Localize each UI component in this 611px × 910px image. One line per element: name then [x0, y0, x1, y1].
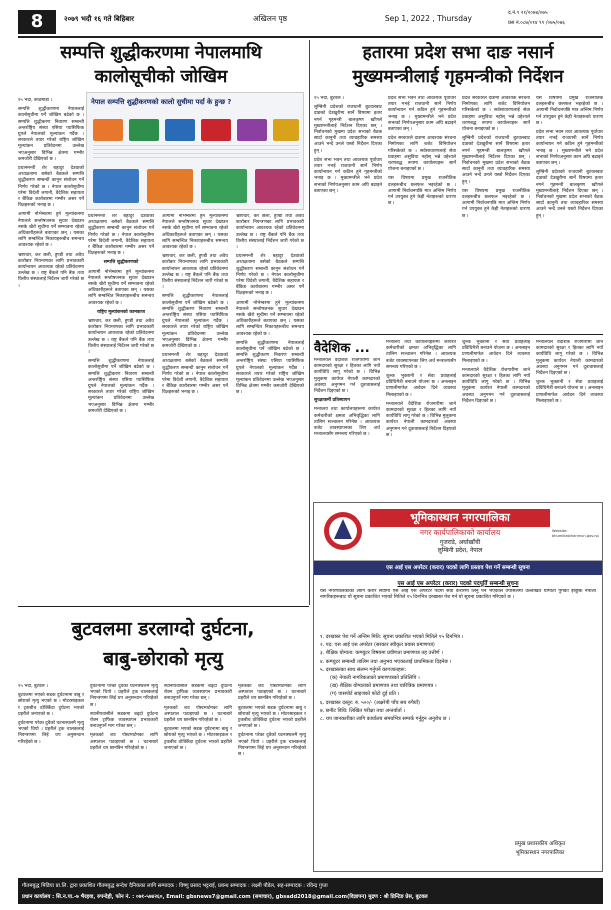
a4-column-4	[238, 684, 306, 872]
a2-column-4	[536, 96, 603, 331]
footer-line2: प्रधान कार्यालय : सि.न.पा.-७ भैरहवा, रुपन्देही, फोन नं. : ०७१-५७४२६०, Email: gbsnews7@gmail.com (समाचार), gbsadd2018@gmail.com(विज्ञापन) मुद्रण : श्री प्रिन्टिङ प्रेस, बुटवल	[22, 894, 428, 900]
a1-subhead: सम्पत्ति शुद्धीकरणको	[103, 260, 139, 266]
notice-list-item: २. पद: एस आई एस अपरेटर (सरकार स्वीकृत प्रयास प्रमाणपत्र)	[320, 642, 435, 649]
graphic-tile-icon	[201, 169, 247, 203]
page-number: 8	[18, 10, 56, 34]
a3-headline: वैदेशिक ...	[314, 341, 370, 356]
a2-column-3	[462, 96, 530, 331]
graphic-tile-icon	[129, 119, 159, 141]
a1-col3-para-4: प्रधानमन्त्री शेर बहादुर देउवाको अध्यक्षतामा बसेको बैठकले सम्पत्ति शुद्धीकरण सम्बन्धी कानुन संशोधन गर्ने निर्णय गरेको छ । नेपाल कालोसूचीमा परेमा विदेशी लगानी, वैदेशिक सहायता र बैंकिङ कारोबारमा गम्भीर असर पर्ने विज्ञहरूको भनाइ छ ।	[162, 353, 228, 396]
a3-para-1: मन्त्रालयले वैदेशिक रोजगारीमा जाने कामदारको सुरक्षा र हितका लागि नयाँ कार्यविधि लागू गरेको छ । विभिन्न मुलुकमा कार्यरत नेपाली कामदारको अवस्था अनुगमन गर्न दूतावासलाई निर्देशन दिइएको छ ।	[314, 358, 380, 395]
a3-column-2	[386, 340, 456, 498]
a1-column-4	[236, 214, 304, 599]
graphic-tile-icon	[273, 119, 299, 141]
header-reg-line1: द.नं.९ २१/२०७४/०७५	[508, 10, 548, 16]
a1-col2-para-3: भ्रष्टाचार, कर छली, हुण्डी तथा अवैध कारोबार नियन्त्रणका लागि प्रभावकारी कार्यान्वयन आवश्यक रहेको प्रतिवेदनमा उल्लेख छ । राष्ट्र बैंकले पनि बैंक तथा वित्तीय संस्थालाई निर्देशन जारी गरेको छ ।	[88, 319, 154, 356]
notice-list-item: ७. छनौट विधि: लिखित परीक्षा तथा अन्तर्वार्ता ।	[320, 707, 406, 714]
a1-col4-para-2: प्रधानमन्त्री शेर बहादुर देउवाको अध्यक्षतामा बसेको बैठकले सम्पत्ति शुद्धीकरण सम्बन्धी कानुन संशोधन गर्ने निर्णय गरेको छ । नेपाल कालोसूचीमा परेमा विदेशी लगानी, वैदेशिक सहायता र बैंकिङ कारोबारमा गम्भीर असर पर्ने विज्ञहरूको भनाइ छ ।	[236, 254, 304, 297]
a4-col4-para-2: बुटवलमा भएको सडक दुर्घटनामा बाबु र छोराको मृत्यु भएको छ । मोटरसाइकल र ट्रकबीच ठोक्किँदा दुर्घटना भएको प्रहरीले जनाएको छ ।	[238, 705, 306, 730]
a4-headline-line1: बुटवलमा डरलाग्दो दुर्घटना,	[71, 618, 255, 640]
a2-col2-para-3: यस विषयमा प्रमुख राजनीतिक दलहरूबीच छलफल भइरहेको छ । आगामी निर्वाचनपछि मात्र अन्तिम निर्णय गर्न उपयुक्त हुने केही नेताहरूको धारणा छ ।	[388, 176, 456, 207]
a4-col2-para-3: मृतकको शव पोस्टमार्टमका लागि अस्पताल पठाइएको छ । घटनाबारे प्रहरीले थप छानबिन गरिरहेको छ ।	[90, 733, 158, 751]
a3-subhead: सुरक्षाकर्मी प्रतिस्थापन	[314, 398, 350, 404]
a1-headline-line1: सम्पत्ति शुद्धीकरणमा नेपालमाथि	[60, 43, 262, 63]
a1-graphic-icons	[93, 115, 299, 165]
a1-col3-para-1: आगामी नोभेम्बरमा हुने मूल्यांकनमा नेपालले सन्तोषजनक सुधार देखाउन नसके खैरो सूचीमा पर्ने सम्भावना रहेको अधिकारीहरूले बताएका छन् । यसका लागि सम्बन्धित निकायहरूबीच समन्वय आवश्यक रहेको छ ।	[162, 214, 228, 251]
graphic-tile-icon	[201, 119, 231, 141]
a1-col4-para-1: भ्रष्टाचार, कर छली, हुण्डी तथा अवैध कारोबार नियन्त्रणका लागि प्रभावकारी कार्यान्वयन आवश्यक रहेको प्रतिवेदनमा उल्लेख छ । राष्ट्र बैंकले पनि बैंक तथा वित्तीय संस्थालाई निर्देशन जारी गरेको छ ।	[236, 214, 304, 251]
a1-col2-para-2: आगामी नोभेम्बरमा हुने मूल्यांकनमा नेपालले सन्तोषजनक सुधार देखाउन नसके खैरो सूचीमा पर्ने सम्भावना रहेको अधिकारीहरूले बताएका छन् । यसका लागि सम्बन्धित निकायहरूबीच समन्वय आवश्यक रहेको छ ।	[88, 269, 154, 306]
a1-col3-para-2: भ्रष्टाचार, कर छली, हुण्डी तथा अवैध कारोबार नियन्त्रणका लागि प्रभावकारी कार्यान्वयन आवश्यक रहेको प्रतिवेदनमा उल्लेख छ । राष्ट्र बैंकले पनि बैंक तथा वित्तीय संस्थालाई निर्देशन जारी गरेको छ ।	[162, 254, 228, 291]
a1-column-2	[88, 214, 154, 599]
graphic-tile-icon	[165, 119, 195, 141]
notice-list-item: ३. शैक्षिक योग्यता: कम्प्युटर विषयमा प्रवीणता प्रमाणपत्र तह उत्तीर्ण ।	[320, 650, 444, 657]
a1-headline-line2: कालोसूचीको जोखिम	[94, 67, 228, 87]
a4-para-1: बुटवलमा भएको सडक दुर्घटनामा बाबु र छोराको मृत्यु भएको छ । मोटरसाइकल र ट्रकबीच ठोक्किँदा दुर्घटना भएको प्रहरीले जनाएको छ ।	[18, 693, 84, 717]
notice-box	[313, 502, 603, 872]
a2-col2-para-1: प्रदेश सभा भवन तथा आवश्यक पूर्वाधार तयार नभई राजधानी सार्ने निर्णय कार्यान्वयन गर्न कठिन हुने गृहमन्त्रीको भनाइ छ । मुख्यमन्त्रीले भने प्रदेश सभाको निर्णयअनुसार काम अघि बढाइने बताएका छन् ।	[388, 96, 456, 133]
footer-line1: गौतमबुद्ध मिडिया प्रा.लि. द्वारा प्रकाशित गौतमबुद्ध सन्देश दैनिकका लागि सम्पादक : विष्णु प्रसाद भट्टराई, प्रबन्ध सम्पादक : लक्ष्मी पौडेल, सह-सम्पादक : रविन्द्र गुप्ता	[22, 883, 328, 889]
a2-col3-para-2: लुम्बिनी प्रदेशको राजधानी बुटवलबाट दाङको देउखुरीमा सार्ने विषयमा हतार नगर्न गृहमन्त्री बालकृष्ण खाँणले मुख्यमन्त्रीलाई निर्देशन दिएका छन् । निर्वाचनको मुखमा प्रदेश सभाको बैठक सार्दा कानुनी तथा व्यावहारिक समस्या आउने भन्दै उनले यस्तो निर्देशन दिएका हुन् ।	[462, 136, 530, 185]
a2-col3-para-3: यस विषयमा प्रमुख राजनीतिक दलहरूबीच छलफल भइरहेको छ । आगामी निर्वाचनपछि मात्र अन्तिम निर्णय गर्न उपयुक्त हुने केही नेताहरूको धारणा छ ।	[462, 188, 530, 219]
a3-column-1	[314, 358, 380, 498]
graphic-tile-icon	[255, 169, 299, 203]
notice-list-item: १. दरखास्त पेश गर्ने अन्तिम मिति: सूचना प्रकाशित भएको मितिले १५ दिनभित्र ।	[320, 634, 464, 640]
a1-col2-para-4: सम्पत्ति शुद्धीकरणमा नेपाललाई कालोसूचीमा पर्ने जोखिम बढेको छ । सम्पत्ति शुद्धीकरण निवारण सम्बन्धी अन्तर्राष्ट्रिय संस्था एसिया प्यासिफिक ग्रुपले नेपालको मूल्यांकन गर्दैछ । सरकारले तयार गरेको राष्ट्रिय जोखिम मूल्यांकन प्रतिवेदनमा उल्लेख भएअनुसार विभिन्न क्षेत्रमा गम्भीर कमजोरी देखिएको छ ।	[88, 359, 154, 414]
section-rule	[18, 606, 309, 607]
a4-headline-line2: बाबु-छोराको मृत्यु	[103, 648, 223, 670]
notice-list-item: (ग) पासपोर्ट साइजको फोटो दुई प्रति ।	[330, 691, 400, 698]
a1-col4-para-3: आगामी नोभेम्बरमा हुने मूल्यांकनमा नेपालले सन्तोषजनक सुधार देखाउन नसके खैरो सूचीमा पर्ने सम्भावना रहेको अधिकारीहरूले बताएका छन् । यसका लागि सम्बन्धित निकायहरूबीच समन्वय आवश्यक रहेको छ ।	[236, 300, 304, 337]
a1-graphic-bottom	[93, 169, 299, 205]
a2-headline-line2: मुख्यमन्त्रीलाई गृहमन्त्रीको निर्देशन	[352, 67, 564, 87]
notice-header	[314, 503, 602, 561]
header-date-english: Sep 1, 2022 , Thursday	[384, 14, 472, 23]
a1-para-1: सम्पत्ति शुद्धीकरणमा नेपाललाई कालोसूचीमा पर्ने जोखिम बढेको छ । सम्पत्ति शुद्धीकरण निवारण सम्बन्धी अन्तर्राष्ट्रिय संस्था एसिया प्यासिफिक ग्रुपले नेपालको मूल्यांकन गर्दैछ । सरकारले तयार गरेको राष्ट्रिय जोखिम मूल्यांकन प्रतिवेदनमा उल्लेख भएअनुसार विभिन्न क्षेत्रमा गम्भीर कमजोरी देखिएको छ ।	[18, 107, 84, 162]
a1-infographic	[86, 92, 304, 210]
a4-column-1	[18, 684, 84, 872]
a4-column-3	[164, 684, 232, 872]
a2-column-2	[388, 96, 456, 331]
section-rule	[313, 334, 603, 335]
a2-headline-line1: हतारमा प्रदेश सभा दाङ नसार्न	[362, 43, 554, 63]
a3-para-2: मन्त्रालय तथा कार्यालयहरूमा कार्यरत कर्मचारीको क्षमता अभिवृद्धिका लागि तालिम सञ्चालन गरिनेछ । आवश्यक बजेट व्यवस्थापनका लिए अर्थ मन्त्रालयसँग समन्वय गरिएको छ ।	[314, 407, 380, 438]
a1-para-3: आगामी नोभेम्बरमा हुने मूल्यांकनमा नेपालले सन्तोषजनक सुधार देखाउन नसके खैरो सूचीमा पर्ने सम्भावना रहेको अधिकारीहरूले बताएका छन् । यसका लागि सम्बन्धित निकायहरूबीच समन्वय आवश्यक रहेको छ ।	[18, 212, 84, 249]
notice-list-item: (क) नेपाली नागरिकताको प्रमाणपत्रको प्रतिलिपि ।	[330, 675, 420, 682]
a3-col2-para-2: शुल्क भुक्तानी र सेवा प्रवाहलाई प्रविधिमैत्री बनाउने योजना छ । अनलाइन प्रणालीमार्फत आवेदन दिने व्यवस्था मिलाइएको छ ।	[386, 374, 456, 398]
a1-para-4: भ्रष्टाचार, कर छली, हुण्डी तथा अवैध कारोबार नियन्त्रणका लागि प्रभावकारी कार्यान्वयन आवश्यक रहेको प्रतिवेदनमा उल्लेख छ । राष्ट्र बैंकले पनि बैंक तथा वित्तीय संस्थालाई निर्देशन जारी गरेको छ ।	[18, 252, 84, 289]
a4-col3-para-3: बुटवलमा भएको सडक दुर्घटनामा बाबु र छोराको मृत्यु भएको छ । मोटरसाइकल र ट्रकबीच ठोक्किँदा दुर्घटना भएको प्रहरीले जनाएको छ ।	[164, 727, 232, 751]
a2-para-2: प्रदेश सभा भवन तथा आवश्यक पूर्वाधार तयार नभई राजधानी सार्ने निर्णय कार्यान्वयन गर्न कठिन हुने गृहमन्त्रीको भनाइ छ । मुख्यमन्त्रीले भने प्रदेश सभाको निर्णयअनुसार काम अघि बढाइने बताएका छन् ।	[314, 157, 382, 194]
a2-col3-para-1: प्रदेश सरकारले दाङमा आवश्यक संरचना निर्माणका लागि बजेट विनियोजन गरिसकेको छ । सर्वसाधारणलाई सेवा प्रवाहमा असुविधा नहोस् भन्ने उद्देश्यले चरणबद्ध रूपमा कार्यालयहरू सार्ने योजना बनाइएको छ ।	[462, 96, 530, 133]
emblem-icon	[322, 509, 364, 553]
a3-col2-para-1: मन्त्रालय तथा कार्यालयहरूमा कार्यरत कर्मचारीको क्षमता अभिवृद्धिका लागि तालिम सञ्चालन गरिनेछ । आवश्यक बजेट व्यवस्थापनका लिए अर्थ मन्त्रालयसँग समन्वय गरिएको छ ।	[386, 340, 456, 370]
a3-col3-para-2: मन्त्रालयले वैदेशिक रोजगारीमा जाने कामदारको सुरक्षा र हितका लागि नयाँ कार्यविधि लागू गरेको छ । विभिन्न मुलुकमा कार्यरत नेपाली कामदारको अवस्था अनुगमन गर्न दूतावासलाई निर्देशन दिइएको छ ।	[462, 367, 530, 404]
a4-dateline: १५ भदौ, बुटवल ।	[18, 684, 48, 689]
a4-col2-para-1: दुर्घटनामा परेका दुवैको घटनास्थलमै मृत्यु भएको थियो । प्रहरीले ट्रक चालकलाई नियन्त्रणमा लिई थप अनुसन्धान गरिरहेको छ ।	[90, 684, 158, 708]
notice-list-item: ८. थप जानकारीका लागि कार्यालय समयभित्र सम्पर्क गर्नुहुन अनुरोध छ ।	[320, 716, 450, 723]
a1-para-2: प्रधानमन्त्री शेर बहादुर देउवाको अध्यक्षतामा बसेको बैठकले सम्पत्ति शुद्धीकरण सम्बन्धी कानुन संशोधन गर्ने निर्णय गरेको छ । नेपाल कालोसूचीमा परेमा विदेशी लगानी, वैदेशिक सहायता र बैंकिङ कारोबारमा गम्भीर असर पर्ने विज्ञहरूको भनाइ छ ।	[18, 166, 84, 209]
notice-address2: लुम्बिनी प्रदेश, नेपाल	[437, 547, 483, 554]
a4-column-2	[90, 684, 158, 872]
a1-subhead-2: राष्ट्रिय मूल्यांकनको कामकाज	[97, 309, 145, 315]
a3-col3-para-1: शुल्क भुक्तानी र सेवा प्रवाहलाई प्रविधिमैत्री बनाउने योजना छ । अनलाइन प्रणालीमार्फत आवेदन दिने व्यवस्था मिलाइएको छ ।	[462, 340, 530, 364]
notice-org-name: भूमिकास्थान नगरपालिका	[370, 509, 550, 527]
notice-list-item: ६. दरखास्त दस्तुर: रु. ५००/- (अक्षरेपी पाँच सय रुपैयाँ)	[320, 699, 420, 706]
header-date-nepali: २०७९ भदौ १६ गते बिहिबार	[64, 15, 134, 23]
a3-col2-para-3: मन्त्रालयले वैदेशिक रोजगारीमा जाने कामदारको सुरक्षा र हितका लागि नयाँ कार्यविधि लागू गरेको छ । विभिन्न मुलुकमा कार्यरत नेपाली कामदारको अवस्था अनुगमन गर्न दूतावासलाई निर्देशन दिइएको छ ।	[386, 401, 456, 438]
a2-dateline: १५ भदौ, बुटवल ।	[314, 96, 344, 101]
a1-column-1	[18, 98, 84, 596]
a4-col3-para-2: मृतकको शव पोस्टमार्टमका लागि अस्पताल पठाइएको छ । घटनाबारे प्रहरीले थप छानबिन गरिरहेको छ ।	[164, 705, 232, 724]
a1-col4-para-4: सम्पत्ति शुद्धीकरणमा नेपाललाई कालोसूचीमा पर्ने जोखिम बढेको छ । सम्पत्ति शुद्धीकरण निवारण सम्बन्धी अन्तर्राष्ट्रिय संस्था एसिया प्यासिफिक ग्रुपले नेपालको मूल्यांकन गर्दैछ । सरकारले तयार गरेको राष्ट्रिय जोखिम मूल्यांकन प्रतिवेदनमा उल्लेख भएअनुसार विभिन्न क्षेत्रमा गम्भीर कमजोरी देखिएको छ ।	[236, 340, 304, 396]
a1-column-3	[162, 214, 228, 599]
notice-banner: एस आई एस अपरेटर (करार) पदको लागि प्रस्ताव पेश गर्ने सम्बन्धी सूचना	[314, 561, 602, 575]
notice-intro: यस नगरपालिकाको लागि करार सेवामा एस आई एस अपरेटर पदमा सेवा करारमा लिनु पर्ने भएकाले तपसिलमा उल्लेखित योग्यता पुगेका इच्छुक नेपाली नागरिकहरूबाट यो सूचना प्रकाशित भएको मितिले १५ दिनभित्र दरखास्त पेश गर्न यो सूचना प्रकाशित गरिएको छ ।	[320, 589, 596, 601]
a3-col4-para-2: शुल्क भुक्तानी र सेवा प्रवाहलाई प्रविधिमैत्री बनाउने योजना छ । अनलाइन प्रणालीमार्फत आवेदन दिने व्यवस्था मिलाइएको छ ।	[536, 380, 603, 404]
header-rule	[18, 36, 603, 38]
notice-signature-line1: प्रमुख प्रशासकीय अधिकृत	[514, 841, 566, 847]
notice-list	[320, 633, 596, 823]
a2-para-1: लुम्बिनी प्रदेशको राजधानी बुटवलबाट दाङको देउखुरीमा सार्ने विषयमा हतार नगर्न गृहमन्त्री बालकृष्ण खाँणले मुख्यमन्त्रीलाई निर्देशन दिएका छन् । निर्वाचनको मुखमा प्रदेश सभाको बैठक सार्दा कानुनी तथा व्यावहारिक समस्या आउने भन्दै उनले यस्तो निर्देशन दिएका हुन् ।	[314, 105, 382, 154]
a1-dateline: १५ भदौ, काठमाडौं ।	[18, 98, 53, 103]
a3-column-3	[462, 340, 530, 498]
a1-col2-para-1: प्रधानमन्त्री शेर बहादुर देउवाको अध्यक्षतामा बसेको बैठकले सम्पत्ति शुद्धीकरण सम्बन्धी कानुन संशोधन गर्ने निर्णय गरेको छ । नेपाल कालोसूचीमा परेमा विदेशी लगानी, वैदेशिक सहायता र बैंकिङ कारोबारमा गम्भीर असर पर्ने विज्ञहरूको भनाइ छ ।	[88, 214, 154, 257]
graphic-caption-lines	[93, 145, 299, 161]
a2-col4-para-1: यस विषयमा प्रमुख राजनीतिक दलहरूबीच छलफल भइरहेको छ । आगामी निर्वाचनपछि मात्र अन्तिम निर्णय गर्न उपयुक्त हुने केही नेताहरूको धारणा छ ।	[536, 96, 603, 126]
notice-list-item: (ख) शैक्षिक योग्यताको प्रमाणपत्र तथा चारित्रिक प्रमाणपत्र ।	[330, 683, 437, 690]
graphic-tile-icon	[93, 119, 123, 141]
header-reg-line2: प्रस नं.०८७/०१४ ९९ /०७५/०७६	[508, 20, 565, 26]
graphic-tile-icon	[237, 119, 267, 141]
a1-col3-para-3: सम्पत्ति शुद्धीकरणमा नेपाललाई कालोसूचीमा पर्ने जोखिम बढेको छ । सम्पत्ति शुद्धीकरण निवारण सम्बन्धी अन्तर्राष्ट्रिय संस्था एसिया प्यासिफिक ग्रुपले नेपालको मूल्यांकन गर्दैछ । सरकारले तयार गरेको राष्ट्रिय जोखिम मूल्यांकन प्रतिवेदनमा उल्लेख भएअनुसार विभिन्न क्षेत्रमा गम्भीर कमजोरी देखिएको छ ।	[162, 294, 228, 350]
a3-column-4	[536, 340, 603, 498]
a4-col4-para-1: मृतकको शव पोस्टमार्टमका लागि अस्पताल पठाइएको छ । घटनाबारे प्रहरीले थप छानबिन गरिरहेको छ ।	[238, 684, 306, 702]
a4-para-2: दुर्घटनामा परेका दुवैको घटनास्थलमै मृत्यु भएको थियो । प्रहरीले ट्रक चालकलाई नियन्त्रणमा लिई थप अनुसन्धान गरिरहेको छ ।	[18, 721, 84, 745]
header-section: अखिलन पृष्ठ	[252, 14, 288, 23]
a2-column-1	[314, 96, 382, 331]
a1-graphic-title: नेपाल सम्पत्ति शुद्धीकरणको कालो सुचीमा पर्दा के हुन्छ ?	[91, 98, 232, 106]
notice-contact: Website: bhumikasthanmun.gov.np	[552, 529, 599, 538]
notice-list-item: ४. कम्प्युटर सम्बन्धी तालिम तथा अनुभव भएकालाई प्राथमिकता दिइनेछ ।	[320, 658, 452, 665]
notice-signature-line2: भूमिकास्थान नगरपालिका	[515, 850, 565, 856]
notice-office: नगर कार्यपालिकाको कार्यालय	[419, 528, 501, 537]
col-divider	[309, 40, 310, 605]
notice-list-item: ५. दरखास्तका साथ संलग्न गर्नुपर्ने कागजातहरू:	[320, 666, 407, 673]
graphic-tile-icon	[147, 169, 193, 203]
a4-col3-para-1: स्थानीयवासीले सडकमा बढ्दो दुर्घटना रोक्न ट्राफिक व्यवस्थापन प्रभावकारी बनाउनुपर्ने माग गरेका छन् ।	[164, 684, 232, 702]
notice-title: एस आई एस अपरेटर (करार) पदको पदपूर्ति सम्बन्धी सूचना	[397, 581, 519, 587]
notice-address1: गुजराडे, अर्घाखाँची	[439, 539, 481, 546]
a2-col2-para-2: प्रदेश सरकारले दाङमा आवश्यक संरचना निर्माणका लागि बजेट विनियोजन गरिसकेको छ । सर्वसाधारणलाई सेवा प्रवाहमा असुविधा नहोस् भन्ने उद्देश्यले चरणबद्ध रूपमा कार्यालयहरू सार्ने योजना बनाइएको छ ।	[388, 136, 456, 173]
a4-col4-para-3: दुर्घटनामा परेका दुवैको घटनास्थलमै मृत्यु भएको थियो । प्रहरीले ट्रक चालकलाई नियन्त्रणमा लिई थप अनुसन्धान गरिरहेको छ ।	[238, 733, 306, 758]
graphic-tile-icon	[93, 169, 139, 203]
a2-col4-para-3: लुम्बिनी प्रदेशको राजधानी बुटवलबाट दाङको देउखुरीमा सार्ने विषयमा हतार नगर्न गृहमन्त्री बालकृष्ण खाँणले मुख्यमन्त्रीलाई निर्देशन दिएका छन् । निर्वाचनको मुखमा प्रदेश सभाको बैठक सार्दा कानुनी तथा व्यावहारिक समस्या आउने भन्दै उनले यस्तो निर्देशन दिएका हुन् ।	[536, 170, 603, 219]
a3-col4-para-1: मन्त्रालयले वैदेशिक रोजगारीमा जाने कामदारको सुरक्षा र हितका लागि नयाँ कार्यविधि लागू गरेको छ । विभिन्न मुलुकमा कार्यरत नेपाली कामदारको अवस्था अनुगमन गर्न दूतावासलाई निर्देशन दिइएको छ ।	[536, 340, 603, 377]
a2-col4-para-2: प्रदेश सभा भवन तथा आवश्यक पूर्वाधार तयार नभई राजधानी सार्ने निर्णय कार्यान्वयन गर्न कठिन हुने गृहमन्त्रीको भनाइ छ । मुख्यमन्त्रीले भने प्रदेश सभाको निर्णयअनुसार काम अघि बढाइने बताएका छन् ।	[536, 130, 603, 167]
a4-col2-para-2: स्थानीयवासीले सडकमा बढ्दो दुर्घटना रोक्न ट्राफिक व्यवस्थापन प्रभावकारी बनाउनुपर्ने माग गरेका छन् ।	[90, 711, 158, 730]
footer-bar	[18, 878, 603, 904]
